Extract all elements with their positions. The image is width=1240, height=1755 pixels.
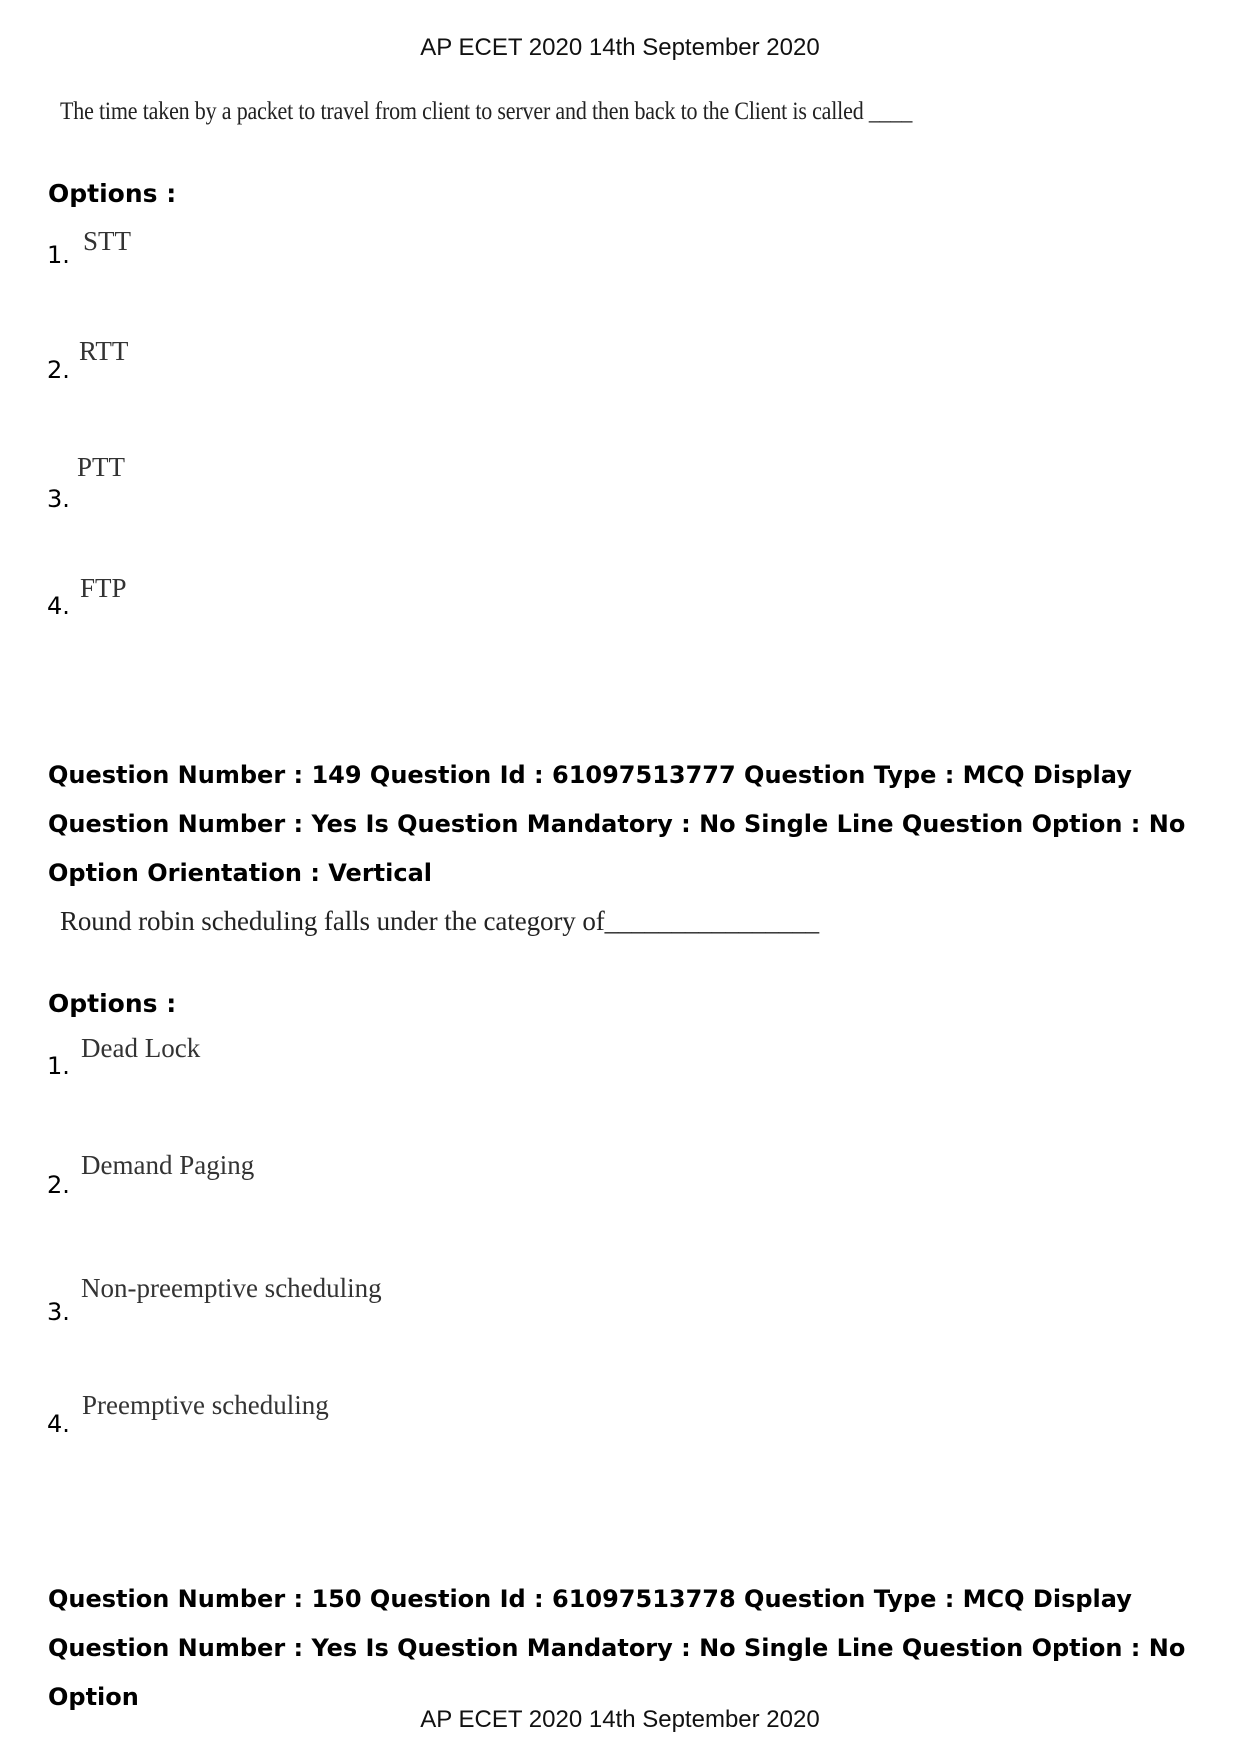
question-149-option-4-number: 4. (47, 1410, 70, 1438)
question-149-option-3-text: Non-preemptive scheduling (81, 1273, 382, 1303)
question-148-option-1-text: STT (83, 226, 132, 256)
question-149-option-1-number: 1. (47, 1052, 70, 1080)
question-148-options-label: Options : (48, 179, 177, 208)
question-148-option-4-number: 4. (47, 592, 70, 620)
page-footer: AP ECET 2020 14th September 2020 (420, 1706, 820, 1733)
question-150-meta: Question Number : 150 Question Id : 61097513778 Question Type : MCQ Display Question Number : Yes Is Question Mandatory : No Single Line Question Option : No Option (48, 1585, 1186, 1711)
question-148-option-2-text: RTT (79, 336, 129, 366)
question-149-options-label: Options : (48, 989, 177, 1018)
question-148-text: The time taken by a packet to travel from client to server and then back to the Client is called ____ (60, 98, 913, 125)
question-148-option-1-number: 1. (47, 241, 70, 269)
question-149-text: Round robin scheduling falls under the category of________________ (60, 906, 820, 936)
question-149-option-3-number: 3. (47, 1298, 70, 1326)
question-149-option-4-text: Preemptive scheduling (82, 1390, 329, 1420)
question-148-option-4-text: FTP (80, 573, 127, 603)
question-149-meta: Question Number : 149 Question Id : 61097513777 Question Type : MCQ Display Question Number : Yes Is Question Mandatory : No Single Line Question Option : No Option Orientation : Vertical (48, 761, 1186, 887)
question-148-option-3-number: 3. (47, 485, 70, 513)
question-148-option-2-number: 2. (47, 356, 70, 384)
question-148-option-3-text: PTT (77, 452, 126, 482)
question-149-option-2-number: 2. (47, 1171, 70, 1199)
question-149-option-1-text: Dead Lock (81, 1033, 201, 1063)
question-149-option-2-text: Demand Paging (81, 1150, 255, 1180)
page-header: AP ECET 2020 14th September 2020 (420, 34, 820, 61)
